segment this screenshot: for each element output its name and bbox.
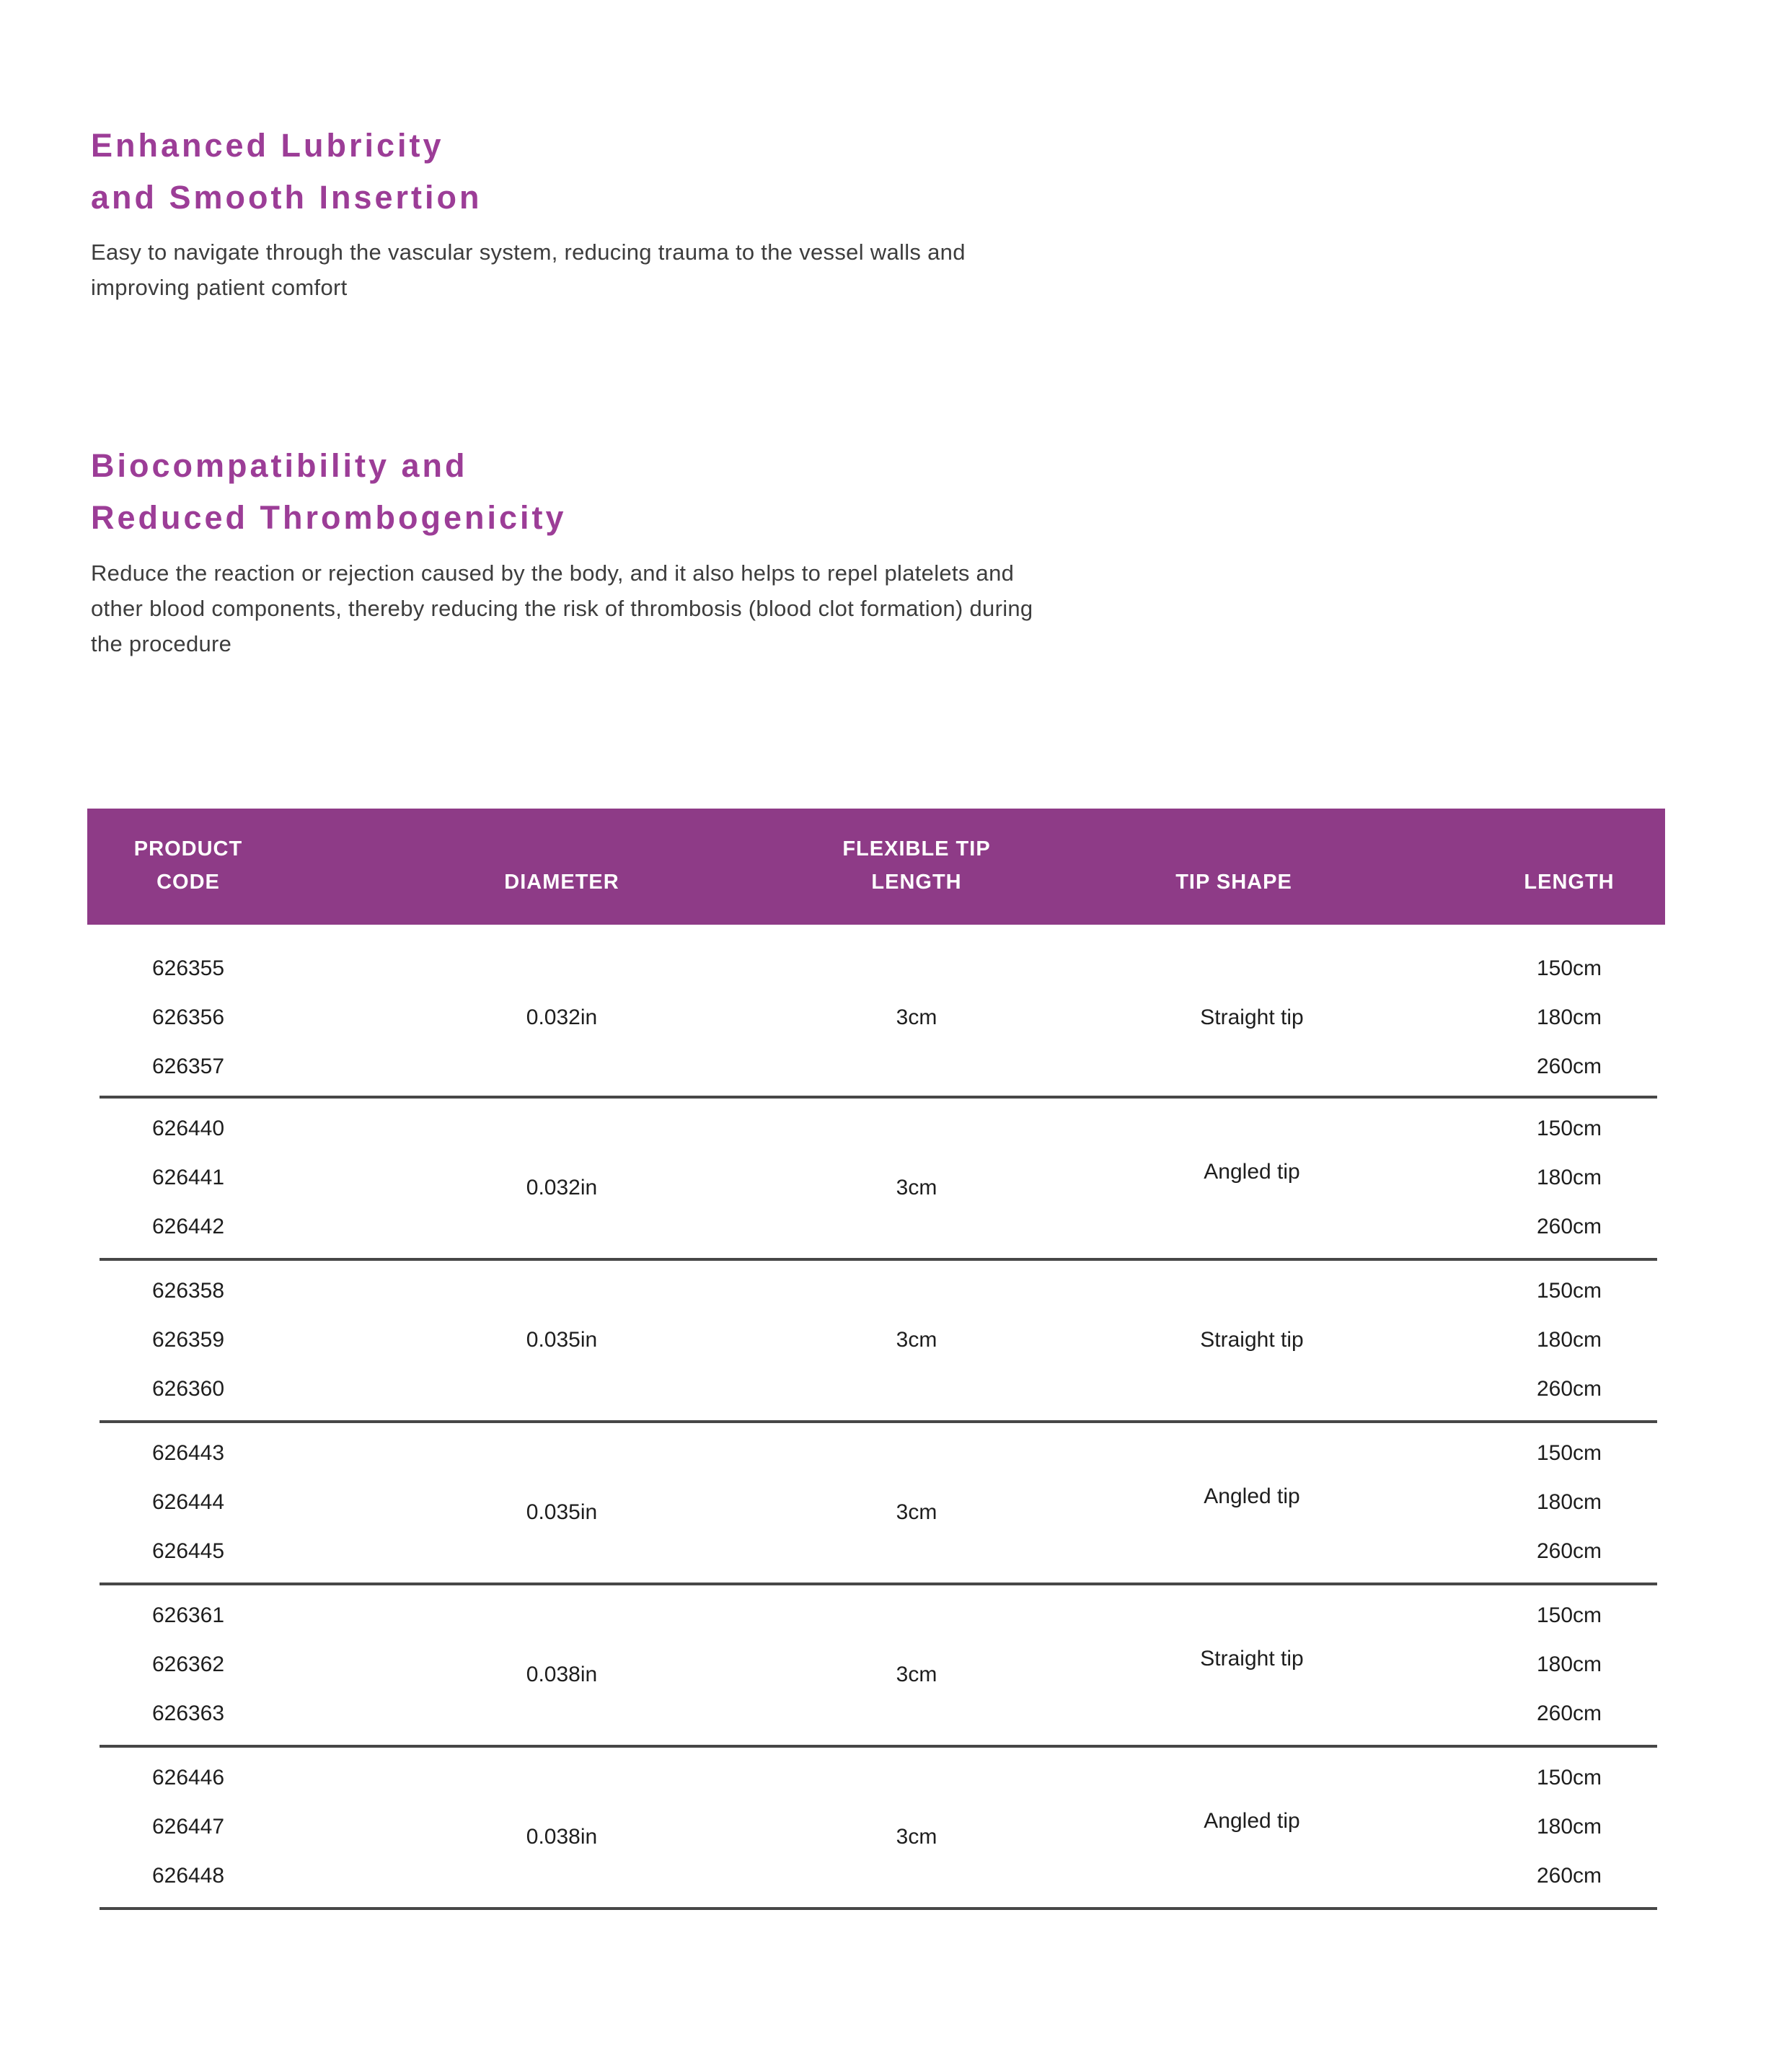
table-header-length: [1524, 866, 1614, 899]
table-group: [87, 1748, 1665, 1910]
length-value: 180cm: [1536, 1005, 1602, 1029]
length-value: 260cm: [1536, 1055, 1602, 1078]
tip-shape-cell: Angled tip: [1204, 1484, 1300, 1508]
product-code: 626360: [151, 1377, 225, 1401]
product-table: [87, 809, 1665, 1910]
table-group: [87, 1099, 1665, 1261]
length-value: 180cm: [1536, 1652, 1602, 1676]
length-value: 260cm: [1536, 1702, 1602, 1725]
product-code: 626444: [151, 1490, 225, 1514]
product-code-cell: [152, 1104, 224, 1251]
product-code: 626361: [151, 1603, 225, 1627]
product-code-cell: [152, 1429, 224, 1576]
length-value: 260cm: [1536, 1864, 1602, 1888]
table-header-flexible-tip-length: [842, 832, 990, 899]
flexible-tip-length-cell: 3cm: [896, 1005, 937, 1029]
length-value: 260cm: [1536, 1377, 1602, 1401]
diameter-cell: 0.032in: [526, 1176, 598, 1200]
product-code: 626355: [151, 956, 225, 980]
product-code: 626440: [151, 1117, 225, 1140]
length-value: 180cm: [1536, 1328, 1602, 1352]
length-value: 150cm: [1536, 1279, 1602, 1303]
header-line: TIP SHAPE: [1175, 871, 1292, 894]
flexible-tip-length-cell: 3cm: [896, 1176, 937, 1200]
length-cell: [1537, 1104, 1602, 1251]
tip-shape-cell: Straight tip: [1200, 1328, 1304, 1352]
table-header-diameter: [504, 866, 619, 899]
header-line: LENGTH: [1524, 871, 1615, 894]
diameter-cell: 0.032in: [526, 1005, 598, 1029]
table-header-row: [87, 809, 1665, 925]
length-value: 180cm: [1536, 1490, 1602, 1514]
tip-shape-cell: Angled tip: [1204, 1160, 1300, 1184]
length-cell: [1537, 1429, 1602, 1576]
table-group: [87, 1585, 1665, 1748]
length-value: 150cm: [1536, 1117, 1602, 1140]
body-line: Reduce the reaction or rejection caused by the body, and it also helps to repel platelets and: [91, 560, 1015, 586]
body-line: Easy to navigate through the vascular system, reducing trauma to the vessel walls and: [91, 239, 966, 265]
table-group: [87, 1423, 1665, 1585]
diameter-cell: 0.038in: [526, 1663, 598, 1686]
table-group: [87, 925, 1665, 1099]
length-cell: [1537, 1753, 1602, 1901]
flexible-tip-length-cell: 3cm: [896, 1500, 937, 1524]
flexible-tip-length-cell: 3cm: [896, 1825, 937, 1849]
section-body-biocompatibility: [91, 555, 1033, 661]
product-code: 626362: [151, 1652, 225, 1676]
tip-shape-cell: Straight tip: [1200, 1647, 1304, 1671]
header-line: CODE: [156, 871, 220, 894]
product-code-cell: [152, 1267, 224, 1414]
header-line: PRODUCT: [133, 837, 243, 860]
length-cell: [1537, 1591, 1602, 1738]
header-line: FLEXIBLE TIP: [842, 837, 991, 860]
product-code: 626363: [151, 1702, 225, 1725]
product-code: 626445: [151, 1539, 225, 1563]
section-heading-enhanced-lubricity: [91, 120, 482, 224]
length-value: 180cm: [1536, 1815, 1602, 1839]
product-code: 626441: [151, 1166, 225, 1189]
length-cell: [1537, 1267, 1602, 1414]
length-value: 260cm: [1536, 1215, 1602, 1238]
length-value: 150cm: [1536, 956, 1602, 980]
product-code: 626442: [151, 1215, 225, 1238]
diameter-cell: 0.035in: [526, 1328, 598, 1352]
product-code: 626358: [151, 1279, 225, 1303]
section-heading-biocompatibility: [91, 440, 567, 544]
product-code: 626359: [151, 1328, 225, 1352]
tip-shape-cell: Angled tip: [1204, 1809, 1300, 1833]
length-value: 150cm: [1536, 1441, 1602, 1465]
length-value: 180cm: [1536, 1166, 1602, 1189]
body-line: improving patient comfort: [91, 275, 348, 300]
product-code: 626443: [151, 1441, 225, 1465]
section-body-enhanced-lubricity: [91, 234, 966, 305]
product-code: 626447: [151, 1815, 225, 1839]
table-header-product-code: [134, 832, 242, 899]
length-cell: [1537, 944, 1602, 1091]
flexible-tip-length-cell: 3cm: [896, 1663, 937, 1686]
length-value: 150cm: [1536, 1603, 1602, 1627]
diameter-cell: 0.038in: [526, 1825, 598, 1849]
product-code: 626448: [151, 1864, 225, 1888]
table-group: [87, 1261, 1665, 1423]
length-value: 150cm: [1536, 1766, 1602, 1790]
product-code-cell: [152, 944, 224, 1091]
heading-line: Reduced Thrombogenicity: [91, 499, 567, 536]
product-code-cell: [152, 1753, 224, 1901]
heading-line: Biocompatibility and: [91, 447, 468, 484]
body-line: the procedure: [91, 631, 232, 656]
table-header-tip-shape: [1175, 866, 1292, 899]
diameter-cell: 0.035in: [526, 1500, 598, 1524]
header-line: LENGTH: [871, 871, 962, 894]
length-value: 260cm: [1536, 1539, 1602, 1563]
heading-line: Enhanced Lubricity: [91, 127, 444, 164]
tip-shape-cell: Straight tip: [1200, 1005, 1304, 1029]
product-code-cell: [152, 1591, 224, 1738]
product-code: 626356: [151, 1005, 225, 1029]
heading-line: and Smooth Insertion: [91, 179, 482, 216]
flexible-tip-length-cell: 3cm: [896, 1328, 937, 1352]
body-line: other blood components, thereby reducing the risk of thrombosis (blood clot formation) during: [91, 596, 1033, 621]
header-line: DIAMETER: [504, 871, 619, 894]
product-code: 626357: [151, 1055, 225, 1078]
product-code: 626446: [151, 1766, 225, 1790]
